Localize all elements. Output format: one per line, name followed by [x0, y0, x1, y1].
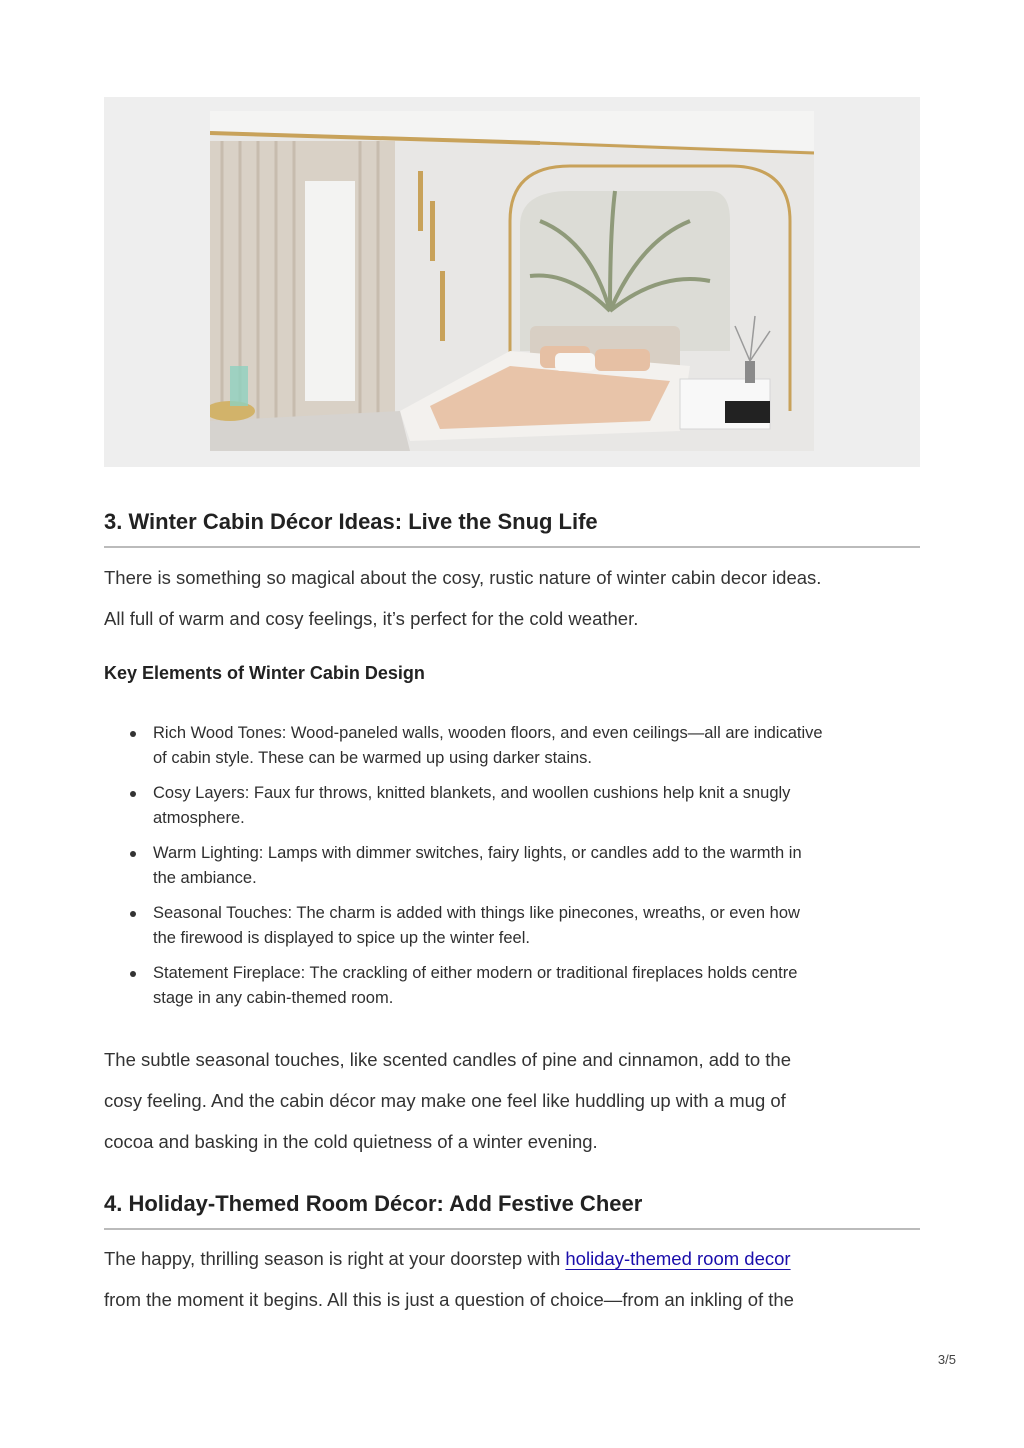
intro-line-1: There is something so magical about the cosy, rustic nature of winter cabin decor ideas.	[104, 567, 822, 588]
section-3-intro	[104, 557, 920, 639]
intro-before-link: The happy, thrilling season is right at your doorstep with	[104, 1248, 566, 1269]
bullet-icon	[130, 731, 136, 737]
list-item-line: stage in any cabin-themed room.	[153, 989, 394, 1007]
list-item-line: the firewood is displayed to spice up the winter feel.	[153, 929, 530, 947]
bullet-icon	[130, 851, 136, 857]
bullet-icon	[130, 791, 136, 797]
section-3-closing	[104, 1039, 920, 1162]
list-item	[104, 961, 920, 1011]
list-item-line: the ambiance.	[153, 869, 257, 887]
list-item-line: of cabin style. These can be warmed up using darker stains.	[153, 749, 593, 767]
page-number: 3/5	[937, 1352, 956, 1367]
list-item-line: atmosphere.	[153, 809, 245, 827]
closing-line-2: cosy feeling. And the cabin décor may make one feel like huddling up with a mug of	[104, 1090, 786, 1111]
holiday-room-decor-link[interactable]: holiday-themed room decor	[565, 1248, 791, 1269]
list-item-line: Warm Lighting: Lamps with dimmer switches, fairy lights, or candles add to the warmth in	[153, 844, 802, 862]
closing-line-1: The subtle seasonal touches, like scented candles of pine and cinnamon, add to the	[104, 1049, 792, 1070]
hero-image-frame	[104, 97, 920, 467]
list-item	[104, 901, 920, 951]
list-item	[104, 721, 920, 771]
closing-line-3: cocoa and basking in the cold quietness of a winter evening.	[104, 1131, 598, 1152]
list-item	[104, 841, 920, 891]
key-elements-list	[104, 721, 920, 1021]
list-item-line: Statement Fireplace: The crackling of either modern or traditional fireplaces holds centre	[153, 964, 798, 982]
bedroom-photo	[210, 111, 814, 451]
key-elements-subheading: Key Elements of Winter Cabin Design	[104, 663, 425, 683]
bullet-icon	[130, 911, 136, 917]
list-item	[104, 781, 920, 831]
section-4-heading: 4. Holiday-Themed Room Décor: Add Festive Cheer	[104, 1190, 920, 1230]
section-3-heading: 3. Winter Cabin Décor Ideas: Live the Snug Life	[104, 508, 920, 548]
section-4-intro	[104, 1238, 920, 1320]
list-item-line: Rich Wood Tones: Wood-paneled walls, wooden floors, and even ceilings—all are indicative	[153, 724, 823, 742]
intro-line-2: All full of warm and cosy feelings, it’s perfect for the cold weather.	[104, 608, 639, 629]
list-item-line: Cosy Layers: Faux fur throws, knitted blankets, and woollen cushions help knit a snugly	[153, 784, 791, 802]
bullet-icon	[130, 971, 136, 977]
list-item-line: Seasonal Touches: The charm is added with things like pinecones, wreaths, or even how	[153, 904, 800, 922]
intro-line-2: from the moment it begins. All this is just a question of choice—from an inkling of the	[104, 1289, 794, 1310]
